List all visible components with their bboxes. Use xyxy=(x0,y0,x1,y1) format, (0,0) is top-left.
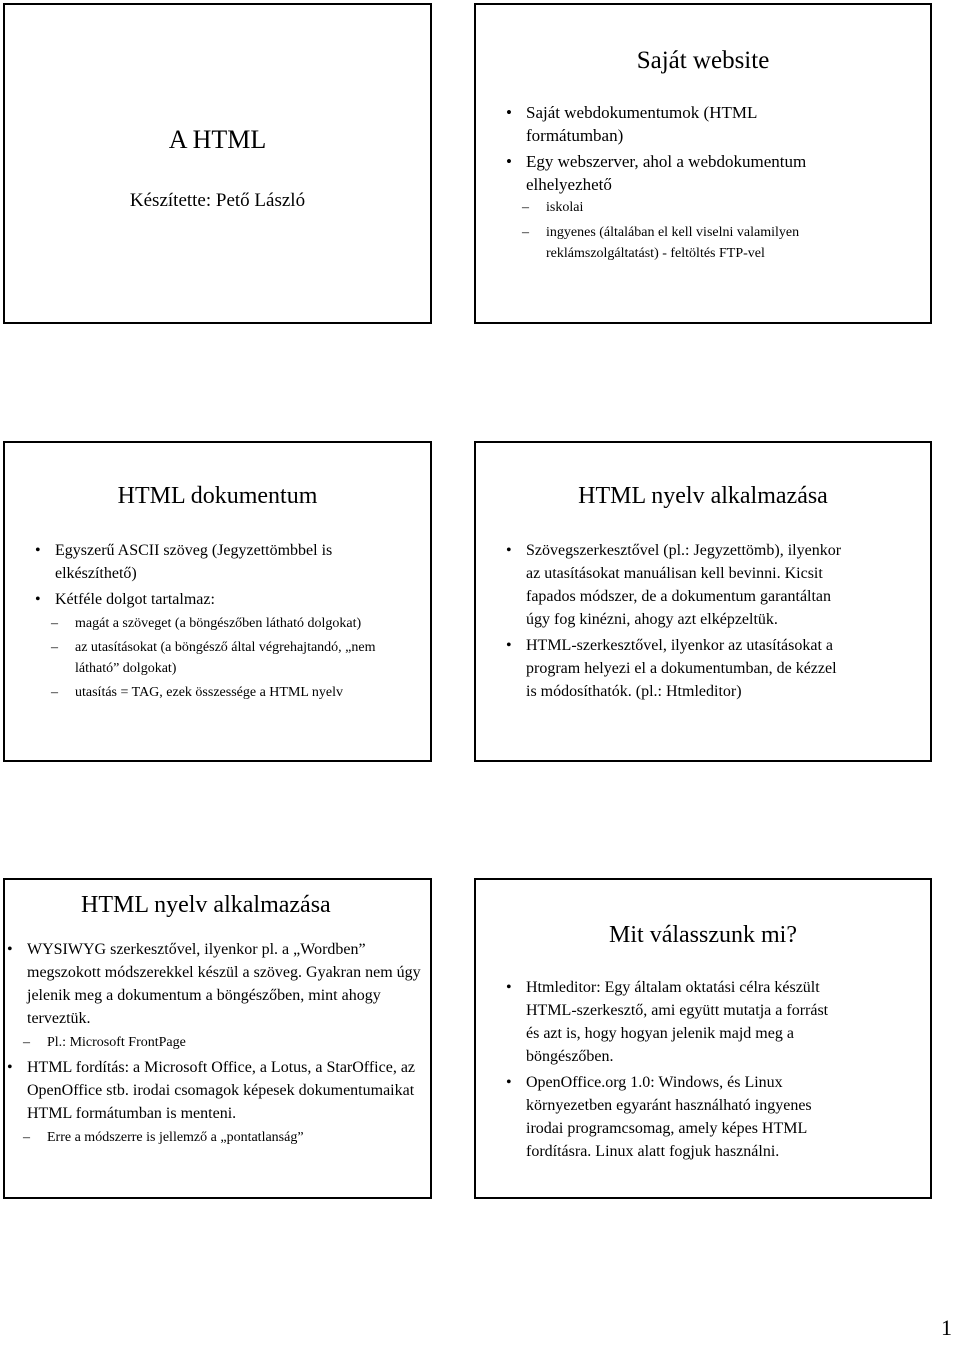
bullet-item: • OpenOffice.org 1.0: Windows, és Linux környezetben egyaránt használható ingyenes irodai programcsomag, amely képes HTML fordításra. Linux alatt fogjuk használni. xyxy=(504,1071,844,1163)
sub-bullet-item: – magát a szöveget (a böngészőben látható dolgokat) xyxy=(33,613,375,634)
slide-title: HTML dokumentum xyxy=(117,483,318,509)
slide-4 xyxy=(474,441,932,762)
sub-bullet-item: – az utasításokat (a böngésző által végrehajtandó, „nem látható” dolgokat) xyxy=(33,637,415,679)
slide-title: HTML nyelv alkalmazása xyxy=(81,892,331,918)
sub-bullet-item: – ingyenes (általában el kell viselni valamilyen reklámszolgáltatást) - feltöltés FTP-vel xyxy=(504,222,846,264)
slide-title: A HTML xyxy=(168,125,267,154)
bullet-list xyxy=(33,539,398,703)
bullet-list xyxy=(504,101,854,264)
bullet-item: • Egy webszerver, ahol a webdokumentum elhelyezhető xyxy=(504,150,854,196)
slide-title: Saját website xyxy=(636,47,770,74)
sub-bullet-item: – utasítás = TAG, ezek összessége a HTML nyelv xyxy=(33,682,385,703)
slide-title: HTML nyelv alkalmazása xyxy=(578,483,828,509)
bullet-item: • Kétféle dolgot tartalmaz: xyxy=(33,588,398,611)
bullet-item: • HTML-szerkesztővel, ilyenkor az utasításokat a program helyezi el a dokumentumban, de kézzel is módosíthatók. (pl.: Htmleditor) xyxy=(504,634,849,703)
bullet-list xyxy=(504,976,844,1163)
sub-bullet-item: – Erre a módszerre is jellemző a „pontatlanság” xyxy=(5,1127,425,1148)
bullet-item: • Htmleditor: Egy általam oktatási célra készült HTML-szerkesztő, ami együtt mutatja a forrást és azt is, hogy hogyan jelenik majd meg a böngészőben. xyxy=(504,976,844,1068)
bullet-item: • Saját webdokumentumok (HTML formátumban) xyxy=(504,101,854,147)
bullet-list xyxy=(504,539,849,703)
bullet-item: • Szövegszerkesztővel (pl.: Jegyzettömb), ilyenkor az utasításokat manuálisan kell bevinni. Kicsit fapados módszer, de a dokumentum garantáltan úgy fog kinézni, ahogy azt elképzeltük. xyxy=(504,539,849,631)
slide-2 xyxy=(474,3,932,324)
slide-6 xyxy=(474,878,932,1199)
bullet-item: • HTML fordítás: a Microsoft Office, a Lotus, a StarOffice, az OpenOffice stb. irodai csomagok képesek dokumentumaikat HTML formátumban is menteni. xyxy=(5,1056,425,1125)
sub-bullet-item: – Pl.: Microsoft FrontPage xyxy=(5,1032,425,1053)
slide-1 xyxy=(3,3,432,324)
sub-bullet-item: – iskolai xyxy=(504,198,854,218)
slide-subtitle: Készítette: Pető László xyxy=(129,190,306,211)
bullet-list xyxy=(5,938,425,1148)
slide-3 xyxy=(3,441,432,762)
page-number: 1 xyxy=(941,1315,952,1340)
bullet-item: • WYSIWYG szerkesztővel, ilyenkor pl. a „Wordben” megszokott módszerekkel készül a szöveg. Gyakran nem úgy jelenik meg a dokumentum a böngészőben, mint ahogy terveztük. xyxy=(5,938,425,1030)
slide-5 xyxy=(3,878,432,1199)
slide-title: Mit válasszunk mi? xyxy=(609,922,797,948)
bullet-item: • Egyszerű ASCII szöveg (Jegyzettömbbel is elkészíthető) xyxy=(33,539,405,585)
